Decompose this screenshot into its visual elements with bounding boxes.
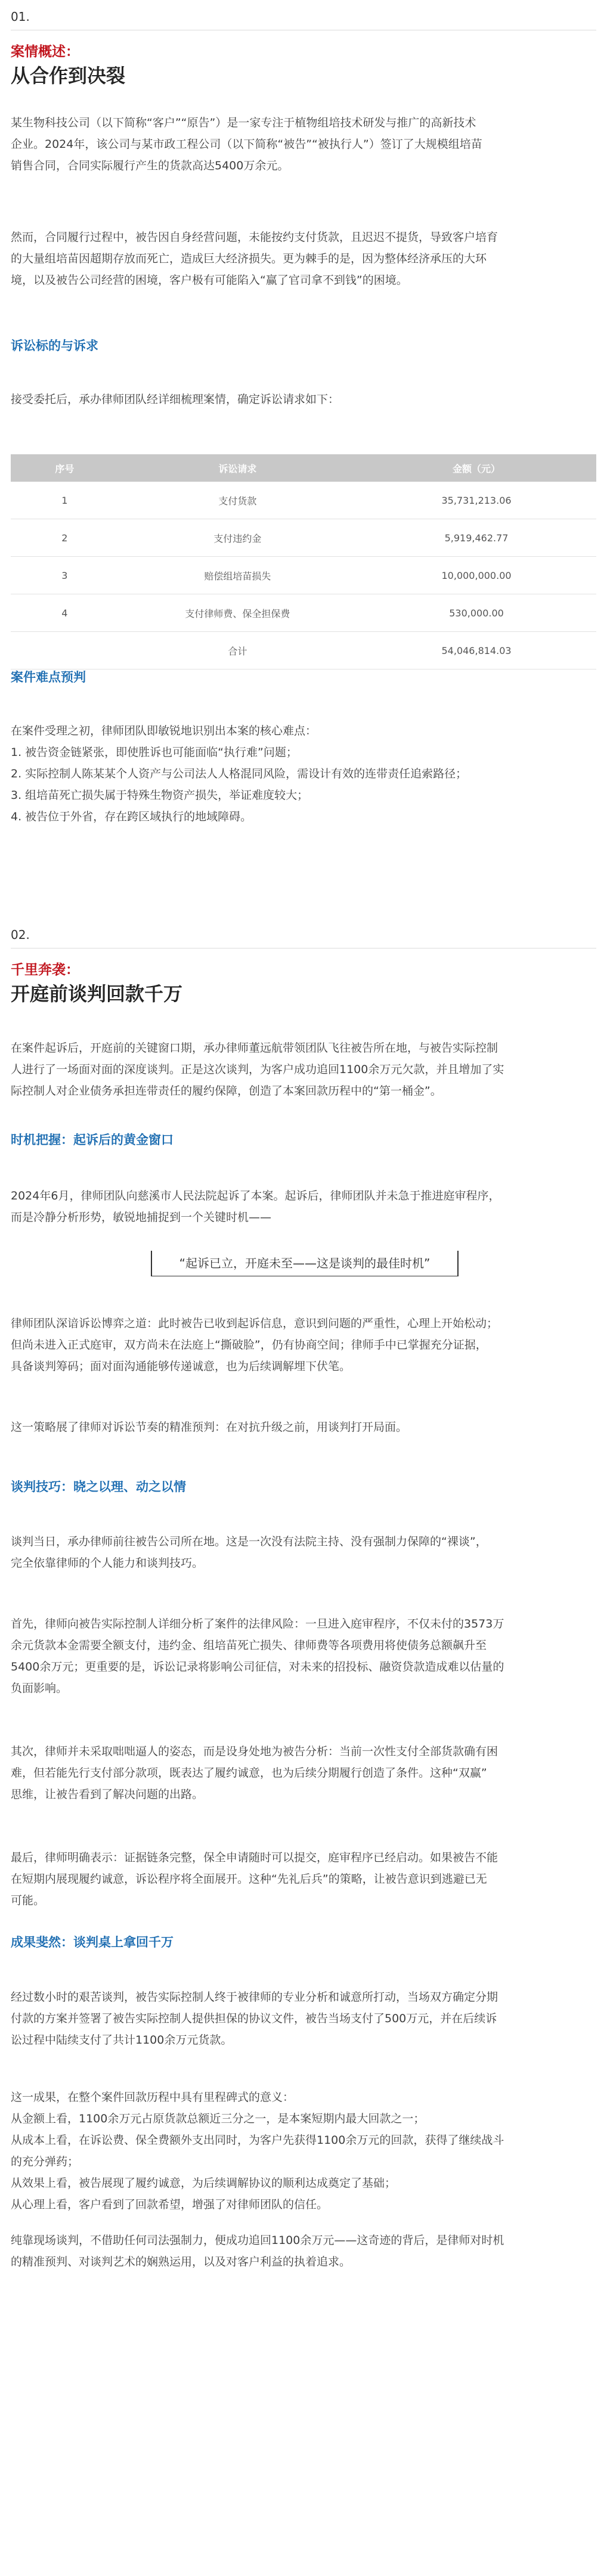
difficulty-list xyxy=(11,742,596,827)
text-line: 但尚未进入正式庭审，双方尚未在法庭上“撕破脸”，仍有协商空间；律师手中已掌握充分证据， xyxy=(11,1338,487,1351)
text-line: 负面影响。 xyxy=(11,1682,68,1695)
column-header: 金额（元） xyxy=(357,454,596,482)
table-cell: 1 xyxy=(11,482,119,519)
table-cell: 合计 xyxy=(119,632,357,669)
text-line: 这一策略展了律师对诉讼节奏的精准预判：在对抗升级之前，用谈判打开局面。 xyxy=(11,1421,408,1434)
text-line: 难，但若能先行支付部分款项，既表达了履约诚意，也为后续分期履行创造了条件。这种“双赢” xyxy=(11,1766,487,1780)
key-quote: “起诉已立，开庭未至——这是谈判的最佳时机” xyxy=(151,1251,459,1276)
table-header-row xyxy=(11,454,596,482)
table-cell: 赔偿组培苗损失 xyxy=(119,557,357,594)
section-number: 01. xyxy=(11,10,30,24)
list-item: 3. 组培苗死亡损失属于特殊生物资产损失，举证难度较大； xyxy=(11,789,309,802)
text-line: 5400余万元；更重要的是，诉讼记录将影响公司征信，对未来的招投标、融资贷款造成难以估量的 xyxy=(11,1660,504,1673)
meaning-paragraph xyxy=(11,2087,596,2215)
text-line: 在短期内展现履约诚意，诉讼程序将全面展开。这种“先礼后兵”的策略，让被告意识到逃避已无 xyxy=(11,1873,487,1886)
section-title: 从合作到决裂 xyxy=(11,64,126,87)
case-body-paragraph xyxy=(11,227,596,291)
text-line: 思维，让被告看到了解决问题的出路。 xyxy=(11,1788,204,1801)
table-row xyxy=(11,557,596,594)
text-line: 这一成果，在整个案件回款历程中具有里程碑式的意义： xyxy=(11,2091,295,2104)
text-line: 律师团队深谙诉讼博弈之道：此时被告已收到起诉信息，意识到问题的严重性，心理上开始松动； xyxy=(11,1317,498,1330)
table-cell: 支付货款 xyxy=(119,482,357,519)
text-line: 谈判当日，承办律师前往被告公司所在地。这是一次没有法院主持、没有强制力保障的“裸谈”， xyxy=(11,1535,487,1548)
timing-heading: 时机把握：起诉后的黄金窗口 xyxy=(11,1133,174,1147)
table-cell: 530,000.00 xyxy=(357,594,596,632)
text-line: 销售合同，合同实际履行产生的货款高达5400万余元。 xyxy=(11,159,289,172)
text-line: 境，以及被告公司经营的困境，客户极有可能陷入“赢了官司拿不到钱”的困境。 xyxy=(11,274,408,287)
table-cell: 10,000,000.00 xyxy=(357,557,596,594)
text-line: 在案件起诉后，开庭前的关键窗口期，承办律师董远航带领团队飞往被告所在地，与被告实际控制 xyxy=(11,1041,498,1055)
column-header: 诉讼请求 xyxy=(119,454,357,482)
text-line: 某生物科技公司（以下简称“客户”“原告”）是一家专注于植物组培技术研发与推广的高新技术 xyxy=(11,116,476,129)
list-item: 1. 被告资金链紧张，即使胜诉也可能面临“执行难”问题； xyxy=(11,746,298,759)
table-cell: 支付律师费、保全担保费 xyxy=(119,594,357,632)
text-line: 从心理上看，客户看到了回款希望，增强了对律师团队的信任。 xyxy=(11,2198,329,2211)
strategy-paragraph xyxy=(11,1416,596,1438)
table-cell: 支付违约金 xyxy=(119,519,357,557)
difficulty-intro xyxy=(11,720,596,742)
skill-paragraph-2 xyxy=(11,1613,596,1699)
text-line: 而是冷静分析形势，敏锐地捕捉到一个关键时机—— xyxy=(11,1211,272,1224)
text-line: 可能。 xyxy=(11,1894,45,1907)
skill-paragraph-3 xyxy=(11,1741,596,1805)
skill-paragraph-1 xyxy=(11,1531,596,1574)
text-line: 的精准预判、对谈判艺术的娴熟运用，以及对客户利益的执着追求。 xyxy=(11,2255,351,2268)
text-line: 企业。2024年，该公司与某市政工程公司（以下简称“被告”“被执行人”）签订了大规模组培苗 xyxy=(11,138,482,151)
section-number: 02. xyxy=(11,928,30,942)
section-title: 开庭前谈判回款千万 xyxy=(11,982,183,1005)
list-item: 2. 实际控制人陈某某个人资产与公司法人人格混同风险，需设计有效的连带责任追索路径； xyxy=(11,767,467,780)
text-line: 从成本上看，在诉讼费、保全费额外支出同时，为客户先获得1100余万元的回款，获得了继续战斗 xyxy=(11,2134,504,2147)
section-tag: 千里奔袭： xyxy=(11,962,79,978)
table-row xyxy=(11,594,596,632)
text-line: 2024年6月，律师团队向慈溪市人民法院起诉了本案。起诉后，律师团队并未急于推进庭审程序， xyxy=(11,1189,500,1202)
text-line: 付款的方案并签署了被告实际控制人提供担保的协议文件，被告当场支付了500万元，并在后续诉 xyxy=(11,2012,497,2025)
column-header: 序号 xyxy=(11,454,119,482)
text-line: 首先，律师向被告实际控制人详细分析了案件的法律风险：一旦进入庭审程序，不仅未付的3573万 xyxy=(11,1617,504,1630)
table-cell: 2 xyxy=(11,519,119,557)
text-line: 人进行了一场面对面的深度谈判。正是这次谈判，为客户成功追回1100余万元欠款，并且增加了实 xyxy=(11,1063,504,1076)
text-line: 从效果上看，被告展现了履约诚意，为后续调解协议的顺利达成奠定了基础； xyxy=(11,2177,397,2190)
result-heading: 成果斐然：谈判桌上拿回千万 xyxy=(11,1935,174,1949)
claims-intro xyxy=(11,389,596,410)
reason-paragraph xyxy=(11,1313,596,1377)
text-line: 际控制人对企业债务承担连带责任的履约保障，创造了本案回款历程中的“第一桶金”。 xyxy=(11,1084,442,1098)
result-paragraph xyxy=(11,1986,596,2051)
table-cell: 54,046,814.03 xyxy=(357,632,596,669)
table-row xyxy=(11,519,596,557)
text-line: 经过数小时的艰苦谈判，被告实际控制人终于被律师的专业分析和诚意所打动，当场双方确定分期 xyxy=(11,1991,498,2004)
text-line: 完全依靠律师的个人能力和谈判技巧。 xyxy=(11,1557,204,1570)
table-cell: 3 xyxy=(11,557,119,594)
table-cell: 4 xyxy=(11,594,119,632)
claims-heading: 诉讼标的与诉求 xyxy=(11,339,98,353)
text-line: 其次，律师并未采取咄咄逼人的姿态，而是设身处地为被告分析：当前一次性支付全部货款确有困 xyxy=(11,1745,498,1758)
table-cell xyxy=(11,632,119,669)
table-row xyxy=(11,482,596,519)
text-line: 纯靠现场谈判，不借助任何司法强制力，便成功追回1100余万元——这奇迹的背后，是律师对时机 xyxy=(11,2234,504,2247)
table-cell: 35,731,213.06 xyxy=(357,482,596,519)
table-cell: 5,919,462.77 xyxy=(357,519,596,557)
skill-paragraph-4 xyxy=(11,1847,596,1911)
list-item: 4. 被告位于外省，存在跨区域执行的地域障碍。 xyxy=(11,810,252,823)
section-tag: 案情概述： xyxy=(11,44,79,60)
timing-paragraph xyxy=(11,1185,596,1228)
skill-heading: 谈判技巧：晓之以理、动之以情 xyxy=(11,1480,186,1494)
difficulty-heading: 案件难点预判 xyxy=(11,670,86,684)
text-line: 在案件受理之初，律师团队即敏锐地识别出本案的核心难点： xyxy=(11,724,317,737)
case-intro-paragraph xyxy=(11,112,596,176)
claims-table xyxy=(11,454,596,669)
text-line: 的充分弹药； xyxy=(11,2155,79,2168)
negotiation-intro-paragraph xyxy=(11,1037,596,1102)
text-line: 最后，律师明确表示：证据链条完整，保全申请随时可以提交，庭审程序已经启动。如果被告不能 xyxy=(11,1851,498,1864)
text-line: 讼过程中陆续支付了共计1100余万元货款。 xyxy=(11,2033,233,2047)
text-line: 具备谈判筹码；面对面沟通能够传递诚意，也为后续调解埋下伏笔。 xyxy=(11,1360,351,1373)
text-line: 接受委托后，承办律师团队经详细梳理案情，确定诉讼请求如下： xyxy=(11,393,340,406)
closing-paragraph xyxy=(11,2230,596,2273)
table-total-row xyxy=(11,632,596,669)
text-line: 的大量组培苗因超期存放而死亡，造成巨大经济损失。更为棘手的是，因为整体经济承压的大环 xyxy=(11,252,487,265)
text-line: 然而，合同履行过程中，被告因自身经营问题，未能按约支付货款，且迟迟不提货，导致客户培育 xyxy=(11,231,498,244)
text-line: 从金额上看，1100余万元占原货款总额近三分之一，是本案短期内最大回款之一； xyxy=(11,2112,425,2125)
text-line: 余元货款本金需要全额支付，违约金、组培苗死亡损失、律师费等各项费用将使债务总额飙升至 xyxy=(11,1639,487,1652)
